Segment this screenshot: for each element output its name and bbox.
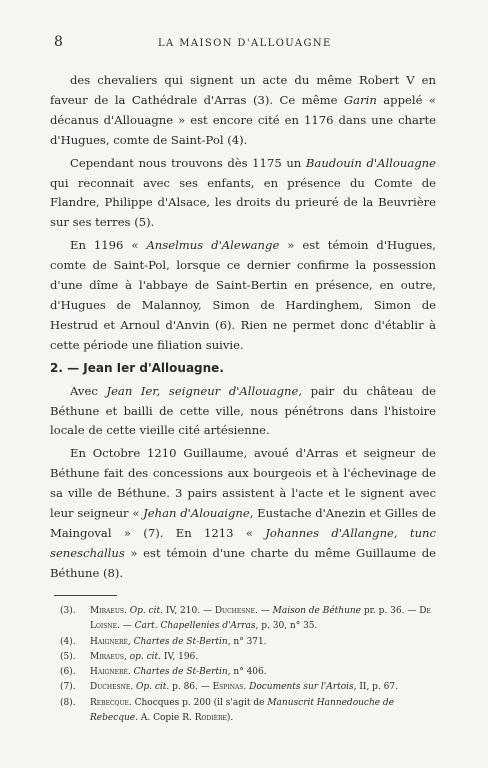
footnote-number: (5).	[60, 651, 76, 662]
text-run: ,	[123, 651, 130, 662]
page-number: 8	[54, 34, 63, 50]
text-run: p. 86. —	[169, 682, 213, 693]
italic-text: Maison de Béthune	[272, 606, 361, 616]
text-run: IV, 210. —	[162, 606, 215, 616]
author-name: Miraeus	[90, 606, 124, 616]
paragraph	[50, 71, 436, 151]
italic-text: Documents sur l'Artois	[249, 682, 354, 693]
author-name: Espinas	[212, 682, 244, 693]
text-run: .	[130, 682, 136, 693]
body-text	[50, 71, 436, 584]
footnote-divider	[54, 595, 117, 596]
footnote-text	[90, 680, 440, 695]
text-run: Avec	[70, 383, 107, 398]
text-run: des chevaliers qui signent un acte du même Robert V en faveur de la Cathédrale d'Arras (3). Ce même	[50, 73, 436, 107]
footnote-number: (4).	[60, 636, 76, 647]
footnote	[60, 665, 440, 680]
text-run: , pair du château de Béthune et bailli de cette ville, nous pénétrons dans l'histoire locale de cette vieille cité artésienne.	[50, 383, 436, 438]
footnote-number: (8).	[60, 697, 76, 708]
footnotes	[60, 604, 440, 726]
footnote-text	[90, 696, 440, 727]
text-run: En 1196 «	[70, 238, 147, 253]
italic-text: Jean Ier, seigneur d'Allouagne	[106, 383, 299, 398]
footnote-text	[90, 665, 440, 680]
running-title: LA MAISON D'ALLOUAGNE	[158, 38, 332, 49]
footnote	[60, 696, 440, 727]
footnote	[60, 680, 440, 695]
footnote-text	[90, 604, 440, 635]
text-run: .	[123, 606, 130, 616]
text-run: pr. p. 36. —	[361, 606, 420, 616]
author-name: Rodière	[194, 713, 227, 724]
text-run: , Eustache d'Anezin et Gilles de Maingoval » (7). En 1213 «	[50, 506, 436, 540]
italic-text: op. cit.	[129, 651, 162, 662]
italic-text: Cart. Chapellenies d'Arras	[134, 621, 256, 632]
author-name: Duchesne	[214, 606, 256, 616]
text-run: ).	[226, 713, 234, 724]
footnote	[60, 604, 440, 635]
text-run: appelé « décanus d'Allouagne » est encore cité en 1176 dans une charte d'Hugues, comte de Saint-Pol (4).	[50, 92, 436, 147]
section-heading	[50, 359, 436, 379]
text-run: IV, 196.	[161, 651, 199, 662]
author-name: Haigneré	[90, 667, 128, 678]
italic-text: Op. cit.	[135, 682, 170, 693]
text-run: ,	[127, 636, 134, 647]
italic-text: Johannes d'Allangne, tunc seneschallus	[50, 525, 437, 560]
footnote-number: (3).	[60, 606, 76, 616]
text-run: . Chocques p. 200 (il s'agit de	[128, 697, 268, 708]
text-run: En Octobre 1210 Guillaume, avoué d'Arras et seigneur de Béthune fait des concessions aux bourgeois et à l'échevinage de sa ville de Béthune. 3 pairs assistent à l'acte et le signent avec leur seigneur «	[50, 446, 436, 521]
text-run: . —	[117, 621, 135, 632]
author-name: De Loisne	[90, 606, 431, 632]
italic-text: Garin	[343, 92, 377, 107]
text-run: qui reconnait avec ses enfants, en présence du Comte de Flandre, Philippe d'Alsace, les droits du prieuré de la Beuvrière sur ses terres (5).	[50, 175, 436, 230]
author-name: Rebecque	[90, 697, 129, 708]
author-name: Haigneré	[90, 636, 128, 647]
text-run: » est témoin d'Hugues, comte de Saint-Pol, lorsque ce dernier confirme la possession d'une dîme à l'abbaye de Saint-Bertin en présence, en outre, d'Hugues de Malannoy, Simon de Hardinghem, Simon de Hestrud et Arnoul d'Anvin (6). Rien ne permet donc d'établir à cette période une filiation suivie.	[50, 238, 436, 352]
italic-text: Manuscrit Hannedouche de Rebecque	[90, 697, 395, 724]
footnote-number: (7).	[60, 682, 76, 693]
author-name: Duchesne	[90, 682, 131, 693]
text-run: , p. 30, n° 35.	[255, 621, 318, 632]
paragraph	[50, 444, 436, 583]
text-run: , n° 371.	[227, 636, 267, 647]
author-name: Miraeus	[90, 651, 124, 662]
italic-text: Anselmus d'Alewange	[146, 238, 280, 253]
text-run: , n° 406.	[227, 667, 267, 678]
section-heading-text: 2. — Jean Ier d'Allouagne.	[50, 360, 224, 375]
italic-text: Jehan d'Alouaigne	[143, 506, 250, 521]
footnote	[60, 635, 440, 650]
footnote	[60, 650, 440, 665]
paragraph	[50, 236, 436, 355]
paragraph	[50, 382, 436, 442]
footnote-number: (6).	[60, 667, 76, 678]
text-run: . —	[255, 606, 273, 616]
text-run: .	[127, 667, 134, 678]
italic-text: Chartes de St-Bertin	[133, 667, 228, 678]
text-run: . A. Copie R.	[135, 713, 195, 724]
italic-text: Op. cit.	[129, 606, 163, 616]
text-run: , II, p. 67.	[353, 682, 398, 693]
italic-text: Baudouin d'Allouagne	[305, 155, 436, 170]
text-run: Cependant nous trouvons dès 1175 un	[70, 155, 306, 170]
italic-text: Chartes de St-Bertin	[133, 636, 228, 647]
text-run: » est témoin d'une charte du même Guillaume de Béthune (8).	[50, 545, 436, 580]
paragraph	[50, 154, 436, 234]
text-run: .	[243, 682, 250, 693]
footnote-text	[90, 635, 440, 650]
footnote-text	[90, 650, 440, 665]
